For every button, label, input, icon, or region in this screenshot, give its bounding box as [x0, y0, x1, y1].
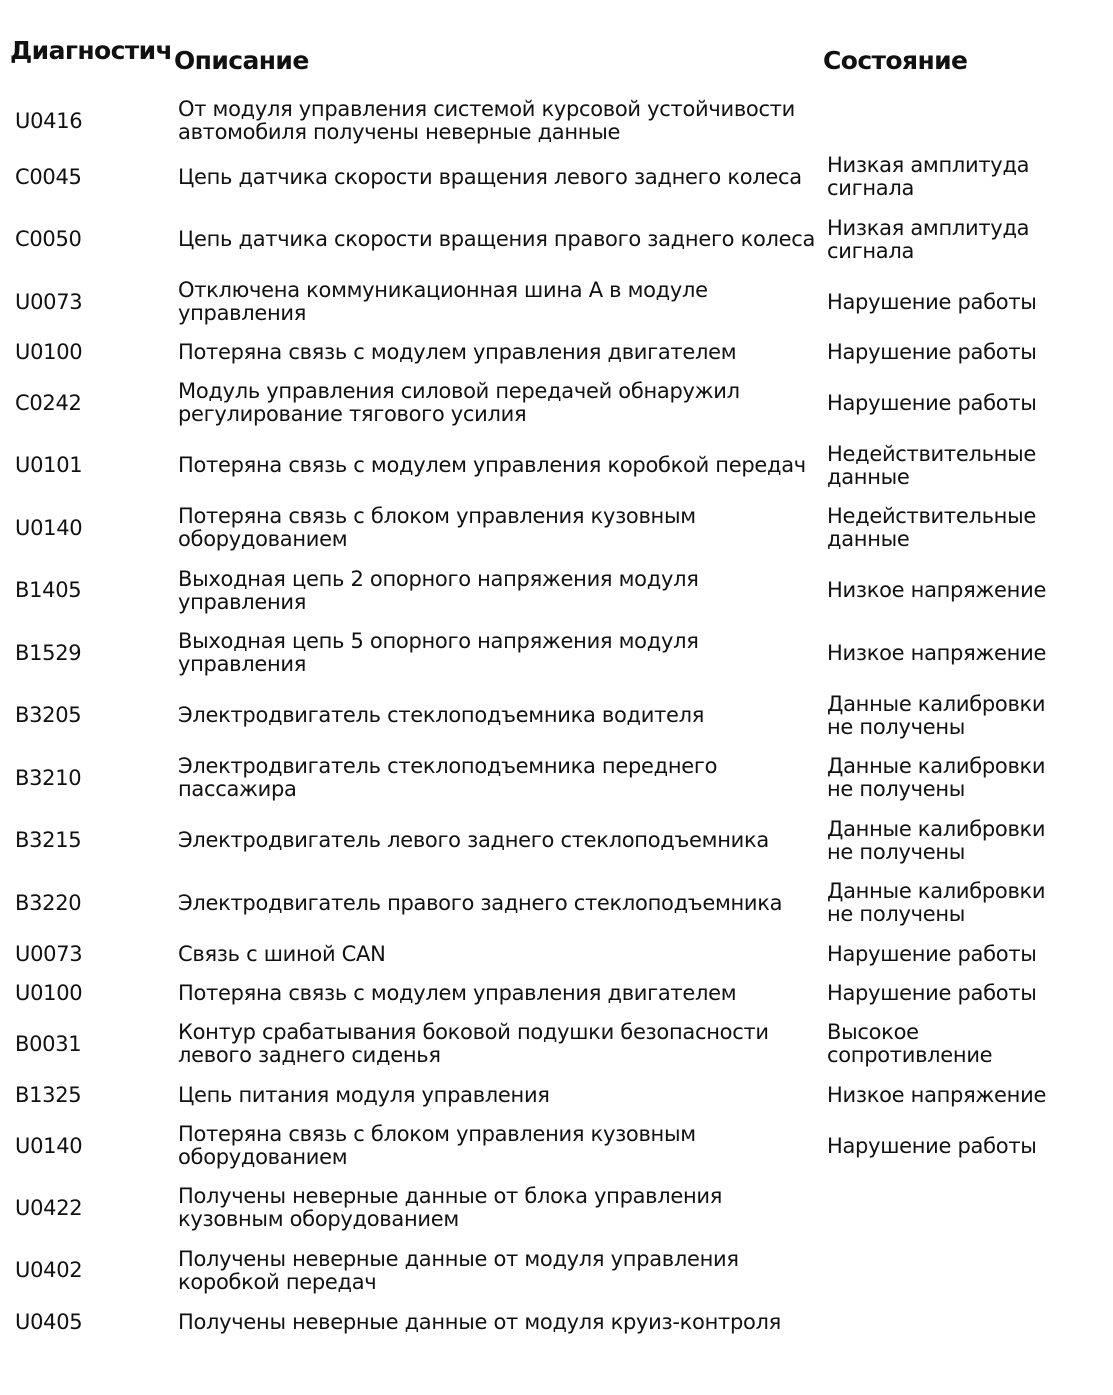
- dtc-code: B1325: [15, 1082, 82, 1107]
- dtc-description: Модуль управления силовой передачей обнаружил регулирование тягового усилия: [178, 379, 740, 426]
- dtc-code: U0140: [15, 515, 83, 540]
- table-row[interactable]: [0, 872, 1113, 934]
- dtc-description: Потеряна связь с модулем управления коробкой передач: [178, 453, 806, 477]
- dtc-description: Выходная цепь 5 опорного напряжения модуля управления: [178, 629, 699, 676]
- dtc-description: Отключена коммуникационная шина A в модуле управления: [178, 278, 708, 325]
- table-row[interactable]: [0, 1075, 1113, 1115]
- dtc-description: Потеряна связь с модулем управления двигателем: [178, 340, 737, 364]
- dtc-description: Электродвигатель правого заднего стеклоподъемника: [178, 890, 783, 915]
- dtc-code: C0045: [15, 164, 82, 189]
- table-row[interactable]: [0, 208, 1113, 271]
- table-row[interactable]: [0, 622, 1113, 684]
- dtc-code: U0100: [15, 340, 83, 364]
- dtc-code: B3210: [15, 765, 82, 790]
- dtc-code: U0140: [15, 1133, 83, 1158]
- dtc-description: Получены неверные данные от модуля круиз-контроля: [178, 1309, 781, 1334]
- dtc-code: U0073: [15, 941, 83, 966]
- dtc-code: C0050: [15, 227, 82, 251]
- table-row[interactable]: [0, 333, 1113, 372]
- dtc-status: Недействительные данные: [827, 441, 1036, 489]
- dtc-status: Низкое напряжение: [827, 1082, 1047, 1107]
- dtc-status: Низкое напряжение: [827, 640, 1047, 665]
- dtc-status: Нарушение работы: [827, 981, 1037, 1005]
- dtc-description: Получены неверные данные от модуля управления коробкой передач: [178, 1246, 739, 1294]
- dtc-status: Нарушение работы: [827, 1133, 1037, 1158]
- header-description: Описание: [174, 46, 309, 75]
- table-row[interactable]: [0, 96, 1113, 146]
- table-row[interactable]: [0, 1177, 1113, 1239]
- dtc-status: Нарушение работы: [827, 390, 1037, 415]
- table-row[interactable]: [0, 434, 1113, 497]
- table-row[interactable]: [0, 1302, 1113, 1342]
- dtc-description: От модуля управления системой курсовой устойчивости автомобиля получены неверные данные: [178, 97, 795, 144]
- dtc-code: B1405: [15, 578, 82, 602]
- dtc-description: Потеряна связь с блоком управления кузовным оборудованием: [178, 504, 696, 551]
- dtc-code: C0242: [15, 390, 82, 415]
- dtc-status: Данные калибровки не получены: [827, 691, 1046, 739]
- dtc-description: Цепь датчика скорости вращения левого заднего колеса: [178, 164, 802, 189]
- dtc-code: B0031: [15, 1031, 82, 1056]
- table-row[interactable]: [0, 934, 1113, 974]
- dtc-description: Контур срабатывания боковой подушки безопасности левого заднего сиденья: [178, 1020, 769, 1067]
- dtc-description: Цепь питания модуля управления: [178, 1082, 550, 1107]
- dtc-status: Низкое напряжение: [827, 578, 1047, 602]
- dtc-status: Низкая амплитуда сигнала: [827, 153, 1030, 200]
- dtc-code: B1529: [15, 640, 82, 665]
- dtc-status: Нарушение работы: [827, 941, 1037, 966]
- dtc-status: Высокое сопротивление: [827, 1020, 993, 1067]
- dtc-code: B3205: [15, 703, 82, 727]
- dtc-status: Нарушение работы: [827, 340, 1037, 364]
- dtc-status: Данные калибровки не получены: [827, 754, 1046, 801]
- header-code: Диагностич: [10, 36, 173, 65]
- dtc-status: Данные калибровки не получены: [827, 816, 1046, 864]
- table-body: [0, 96, 1113, 1342]
- dtc-code: U0101: [15, 453, 83, 477]
- dtc-description: Получены неверные данные от блока управления кузовным оборудованием: [178, 1184, 723, 1231]
- dtc-code: U0073: [15, 289, 83, 314]
- dtc-description: Электродвигатель стеклоподъемника переднего пассажира: [178, 754, 718, 801]
- dtc-description: Цепь датчика скорости вращения правого заднего колеса: [178, 227, 816, 251]
- dtc-code: U0405: [15, 1309, 83, 1334]
- dtc-code: U0402: [15, 1258, 83, 1282]
- dtc-code: B3220: [15, 890, 82, 915]
- dtc-code: B3215: [15, 828, 82, 852]
- table-row[interactable]: [0, 1115, 1113, 1177]
- header-status: Состояние: [823, 46, 968, 75]
- table-row[interactable]: [0, 271, 1113, 333]
- table-row[interactable]: [0, 559, 1113, 622]
- dtc-code: U0422: [15, 1195, 83, 1220]
- dtc-description: Связь с шиной CAN: [178, 941, 386, 966]
- table-row[interactable]: [0, 747, 1113, 809]
- table-row[interactable]: [0, 809, 1113, 872]
- dtc-status: Нарушение работы: [827, 289, 1037, 314]
- table-row[interactable]: [0, 497, 1113, 559]
- table-row[interactable]: [0, 146, 1113, 208]
- table-row[interactable]: [0, 684, 1113, 747]
- table-row[interactable]: [0, 1239, 1113, 1302]
- table-row[interactable]: [0, 372, 1113, 434]
- dtc-status: Низкая амплитуда сигнала: [827, 215, 1030, 263]
- dtc-code: U0100: [15, 981, 83, 1005]
- dtc-description: Потеряна связь с модулем управления двигателем: [178, 981, 737, 1005]
- dtc-code: U0416: [15, 108, 83, 133]
- dtc-description: Электродвигатель левого заднего стеклоподъемника: [178, 828, 769, 852]
- dtc-status: Недействительные данные: [827, 504, 1036, 551]
- dtc-description: Выходная цепь 2 опорного напряжения модуля управления: [178, 566, 699, 614]
- dtc-description: Электродвигатель стеклоподъемника водителя: [178, 703, 705, 727]
- table-row[interactable]: [0, 974, 1113, 1013]
- dtc-status: Данные калибровки не получены: [827, 879, 1046, 926]
- dtc-description: Потеряна связь с блоком управления кузовным оборудованием: [178, 1122, 696, 1169]
- table-row[interactable]: [0, 1013, 1113, 1075]
